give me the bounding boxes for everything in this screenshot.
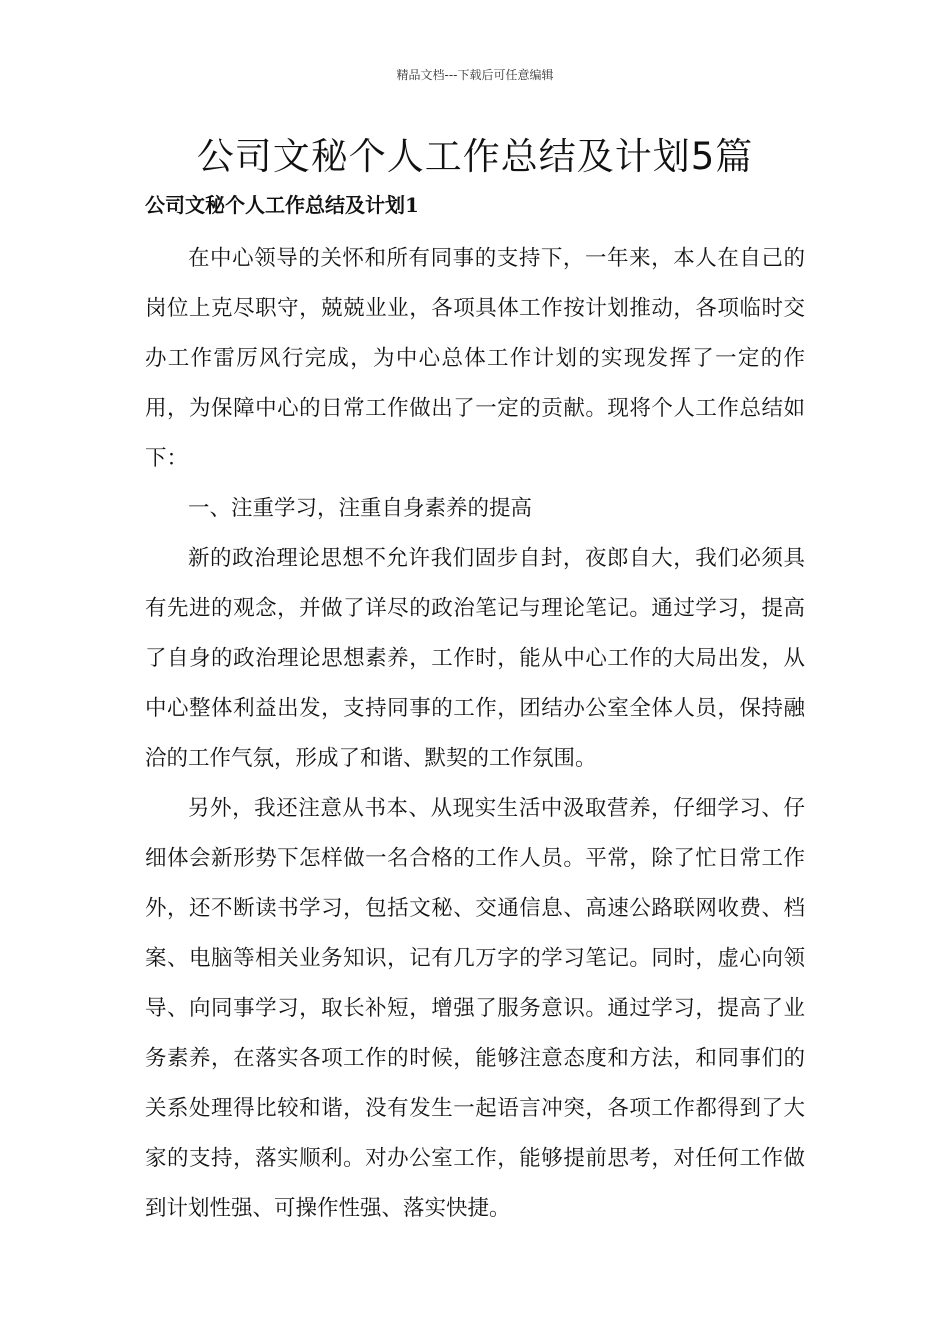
paragraph-self-learning: 另外，我还注意从书本、从现实生活中汲取营养，仔细学习、仔细体会新形势下怎样做一名合格的工作人员。平常，除了忙日常工作外，还不断读书学习，包括文秘、交通信息、高速公路联网收费、档案、电脑等相关业务知识，记有几万字的学习笔记。同时，虚心向领导、向同事学习，取长补短，增强了服务意识。通过学习，提高了业务素养，在落实各项工作的时候，能够注意态度和方法，和同事们的关系处理得比较和谐，没有发生一起语言冲突，各项工作都得到了大家的支持，落实顺利。对办公室工作，能够提前思考，对任何工作做到计划性强、可操作性强、落实快捷。 <box>145 796 805 1221</box>
header-note: 精品文档---下载后可任意编辑 <box>396 68 554 82</box>
paragraph-heading-study: 一、注重学习，注重自身素养的提高 <box>188 496 533 521</box>
document-body <box>145 234 805 1234</box>
section-title: 公司文秘个人工作总结及计划1 <box>145 193 419 217</box>
document-title: 公司文秘个人工作总结及计划5篇 <box>196 135 754 178</box>
paragraph-intro: 在中心领导的关怀和所有同事的支持下，一年来，本人在自己的岗位上克尽职守，兢兢业业，各项具体工作按计划推动，各项临时交办工作雷厉风行完成，为中心总体工作计划的实现发挥了一定的作用，为保障中心的日常工作做出了一定的贡献。现将个人工作总结如下： <box>145 246 805 471</box>
paragraph-political-theory: 新的政治理论思想不允许我们固步自封，夜郎自大，我们必须具有先进的观念，并做了详尽的政治笔记与理论笔记。通过学习，提高了自身的政治理论思想素养，工作时，能从中心工作的大局出发，从中心整体利益出发，支持同事的工作，团结办公室全体人员，保持融洽的工作气氛，形成了和谐、默契的工作氛围。 <box>145 546 805 771</box>
